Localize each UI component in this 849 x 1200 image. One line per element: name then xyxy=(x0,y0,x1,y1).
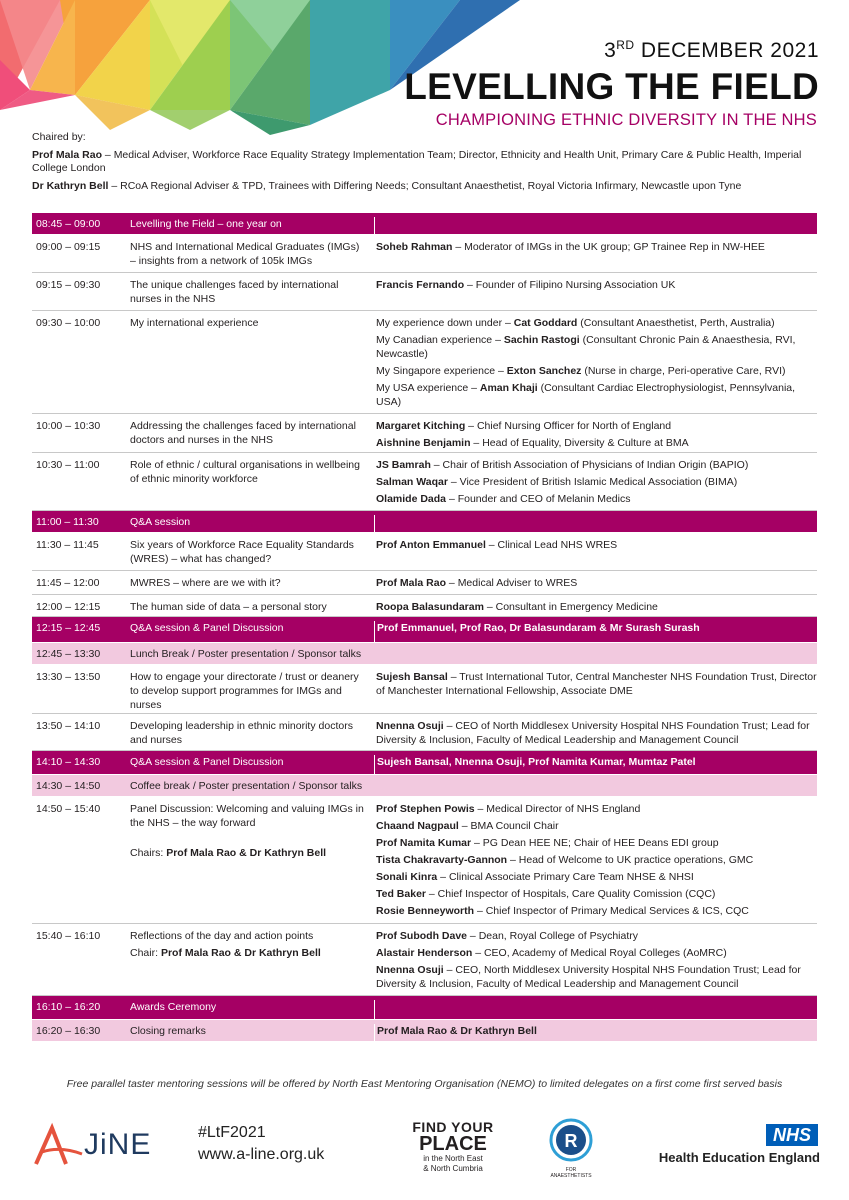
session-title xyxy=(130,316,374,413)
session-title-text: Panel Discussion: Welcoming and valuing IMGs in the NHS – the way forward xyxy=(130,803,364,829)
session-title-text: Developing leadership in ethnic minority doctors and nurses xyxy=(130,720,353,746)
session-time: 09:00 – 09:15 xyxy=(36,241,101,253)
session-time: 16:20 – 16:30 xyxy=(36,1025,101,1037)
speaker-entry xyxy=(376,600,817,614)
speaker-name: Tista Chakravarty-Gannon xyxy=(376,854,508,866)
session-time: 12:00 – 12:15 xyxy=(36,601,101,613)
chair-role: – RCoA Regional Adviser & TPD, Trainees with Differing Needs; Consultant Anaesthetist, Royal Victoria Infirmary, Newcastle upon Tyne xyxy=(108,180,742,192)
speaker-name: Prof Mala Rao xyxy=(376,577,447,589)
session-chair-name: Prof Mala Rao & Dr Kathryn Bell xyxy=(166,847,327,859)
schedule-row xyxy=(32,533,817,571)
speaker-role: – Chief Inspector of Primary Medical Services & ICS, CQC xyxy=(474,905,749,917)
aline-wordmark: JiNE xyxy=(84,1128,152,1161)
schedule-row xyxy=(32,996,817,1020)
schedule-row xyxy=(32,643,817,665)
speaker-name: Prof Stephen Powis xyxy=(376,803,475,815)
session-time: 14:30 – 14:50 xyxy=(36,780,101,792)
session-title-text: Role of ethnic / cultural organisations in wellbeing of ethnic minority workforce xyxy=(130,459,360,485)
session-time: 09:30 – 10:00 xyxy=(36,317,101,329)
session-title-text: My international experience xyxy=(130,317,259,329)
session-title xyxy=(130,802,374,923)
speaker-entry xyxy=(376,670,817,698)
session-speakers xyxy=(374,600,817,616)
session-title xyxy=(130,278,374,310)
footnote: Free parallel taster mentoring sessions will be offered by North East Mentoring Organisation (NEMO) to limited delegates on a first come first served basis xyxy=(66,1078,783,1090)
r-letter: R xyxy=(564,1131,578,1151)
speaker-name: Cat Goddard xyxy=(513,317,578,329)
fyp-line2: PLACE xyxy=(419,1133,487,1155)
session-time: 11:45 – 12:00 xyxy=(36,577,100,589)
speaker-name: Francis Fernando xyxy=(376,279,465,291)
revalidation-logo xyxy=(546,1118,596,1178)
speaker-name: Prof Namita Kumar xyxy=(376,837,472,849)
fyp-line1: FIND YOUR xyxy=(412,1119,494,1135)
speaker-entry xyxy=(377,1024,817,1038)
speaker-topic: My experience down under – xyxy=(376,317,514,329)
speaker-role: – Chief Nursing Officer for North of England xyxy=(465,420,672,432)
speaker-topic: My Canadian experience – xyxy=(376,334,504,346)
session-title xyxy=(130,240,374,272)
speaker-role: – CEO of North Middlesex University Hospital NHS Foundation Trust; Lead for Diversity & Inclusion, Faculty of Medical Leadership and Management Council xyxy=(376,720,810,746)
schedule-row xyxy=(32,714,817,751)
speaker-role: (Nurse in charge, Peri-operative Care, RVI) xyxy=(581,365,786,377)
speaker-role: – Head of Welcome to UK practice operations, GMC xyxy=(507,854,754,866)
session-speakers xyxy=(374,419,817,452)
revalidation-caption: FOR ANAESTHETISTS xyxy=(550,1167,592,1179)
session-title-text: Awards Ceremony xyxy=(130,1001,217,1013)
schedule-row xyxy=(32,273,817,311)
session-title xyxy=(130,719,374,750)
website-link[interactable]: www.a-line.org.uk xyxy=(198,1146,325,1163)
session-speakers xyxy=(374,316,817,413)
session-time: 09:15 – 09:30 xyxy=(36,279,101,291)
session-time: 14:10 – 14:30 xyxy=(36,756,101,768)
schedule-row xyxy=(32,751,817,775)
session-chair-label: Chairs: xyxy=(130,847,167,859)
session-title-text: Q&A session xyxy=(130,516,191,528)
schedule-row xyxy=(32,311,817,414)
find-your-place-logo xyxy=(408,1120,498,1174)
r-circle-icon xyxy=(549,1118,593,1162)
session-time: 11:00 – 11:30 xyxy=(36,516,99,528)
speaker-entry xyxy=(376,870,817,884)
speaker-entry xyxy=(376,419,817,433)
aline-logo xyxy=(32,1120,152,1170)
speaker-role: (Consultant Cardiac Electrophysiologist, Pennsylvania, USA) xyxy=(376,382,796,408)
speaker-name: Prof Emmanuel, Prof Rao, Dr Balasundaram & Mr Surash Surash xyxy=(377,622,700,634)
session-title-text: Six years of Workforce Race Equality Standards (WRES) – what has changed? xyxy=(130,539,354,565)
session-title xyxy=(130,755,374,774)
speaker-topic: My USA experience – xyxy=(376,382,480,394)
speaker-entry xyxy=(376,278,817,292)
speaker-role: – Medical Director of NHS England xyxy=(474,803,641,815)
event-hashtag: #LtF2021 xyxy=(198,1124,266,1141)
speaker-entry xyxy=(376,576,817,590)
speaker-entry xyxy=(376,381,817,409)
session-speakers xyxy=(374,719,817,750)
session-title-text: The human side of data – a personal story xyxy=(130,601,327,613)
session-time: 12:15 – 12:45 xyxy=(36,622,101,634)
session-title-text: Coffee break / Poster presentation / Sponsor talks xyxy=(130,780,363,792)
speaker-topic: My Singapore experience – xyxy=(376,365,507,377)
speaker-entry xyxy=(376,963,817,991)
speaker-entry xyxy=(376,819,817,833)
speaker-entry xyxy=(376,719,817,747)
session-speakers xyxy=(374,929,817,995)
speaker-role: – Clinical Lead NHS WRES xyxy=(485,539,618,551)
speaker-role: – Trust International Tutor, Central Manchester NHS Foundation Trust, Director of Manchester International Fellowship, Associate DME xyxy=(376,671,817,697)
session-time: 10:30 – 11:00 xyxy=(36,459,100,471)
schedule-row xyxy=(32,453,817,511)
session-title-text: Reflections of the day and action points xyxy=(130,930,314,942)
speaker-entry xyxy=(376,316,817,330)
speaker-name: Ted Baker xyxy=(376,888,426,900)
header-banner xyxy=(0,0,849,140)
speaker-role: (Consultant Anaesthetist, Perth, Australia) xyxy=(577,317,775,329)
schedule-row xyxy=(32,213,817,235)
speaker-role: – Head of Equality, Diversity & Culture at BMA xyxy=(470,437,689,449)
schedule-row xyxy=(32,414,817,453)
speaker-name: Prof Mala Rao & Dr Kathryn Bell xyxy=(377,1025,537,1037)
session-speakers xyxy=(374,538,817,570)
speaker-name: Alastair Henderson xyxy=(376,947,473,959)
speaker-role: – CEO, North Middlesex University Hospital NHS Foundation Trust; Lead for Diversity & Inclusion, Faculty of Medical Leadership and Management Council xyxy=(376,964,801,990)
chair-name: Prof Mala Rao xyxy=(32,149,103,161)
speaker-role: – PG Dean HEE NE; Chair of HEE Deans EDI group xyxy=(471,837,719,849)
speaker-name: Nnenna Osuji xyxy=(376,964,444,976)
session-speakers xyxy=(374,755,817,774)
speaker-name: Sachin Rastogi xyxy=(503,334,580,346)
speaker-role: – Dean, Royal College of Psychiatry xyxy=(467,930,639,942)
session-title xyxy=(130,576,374,594)
speaker-name: Salman Waqar xyxy=(376,476,448,488)
speaker-name: Rosie Benneyworth xyxy=(376,905,475,917)
speaker-entry xyxy=(377,755,817,769)
speaker-entry xyxy=(376,836,817,850)
speaker-role: – CEO, Academy of Medical Royal Colleges (AoMRC) xyxy=(472,947,727,959)
speaker-role: – Moderator of IMGs in the UK group; GP Trainee Rep in NW-HEE xyxy=(452,241,765,253)
session-speakers xyxy=(374,670,817,713)
speaker-entry xyxy=(376,538,817,552)
session-title xyxy=(130,1024,374,1041)
nhs-logo: NHS xyxy=(766,1124,818,1146)
session-speakers xyxy=(374,576,817,594)
session-title xyxy=(130,779,817,796)
speaker-role: – Founder and CEO of Melanin Medics xyxy=(446,493,631,505)
session-time: 16:10 – 16:20 xyxy=(36,1001,101,1013)
speaker-name: Exton Sanchez xyxy=(506,365,582,377)
speaker-role: – BMA Council Chair xyxy=(458,820,559,832)
session-speakers xyxy=(374,217,817,234)
session-title-text: MWRES – where are we with it? xyxy=(130,577,281,589)
session-speakers xyxy=(374,278,817,310)
speaker-entry xyxy=(376,887,817,901)
speaker-role: – Medical Adviser to WRES xyxy=(446,577,578,589)
session-speakers xyxy=(374,458,817,510)
session-time: 10:00 – 10:30 xyxy=(36,420,101,432)
schedule-row xyxy=(32,571,817,595)
session-title-text: The unique challenges faced by international nurses in the NHS xyxy=(130,279,339,305)
speaker-name: Aishnine Benjamin xyxy=(376,437,471,449)
schedule-row xyxy=(32,665,817,714)
speaker-entry xyxy=(376,492,817,506)
session-speakers xyxy=(374,621,817,642)
schedule-row xyxy=(32,797,817,924)
schedule-row xyxy=(32,775,817,797)
session-title xyxy=(130,458,374,510)
session-title xyxy=(130,647,817,664)
session-title xyxy=(130,929,374,995)
chair-name: Dr Kathryn Bell xyxy=(32,180,109,192)
speaker-entry xyxy=(377,621,817,635)
session-title-text: Addressing the challenges faced by international doctors and nurses in the NHS xyxy=(130,420,356,446)
speaker-role: – Consultant in Emergency Medicine xyxy=(483,601,658,613)
fyp-line4: & North Cumbria xyxy=(423,1164,483,1173)
session-chair-label: Chair: xyxy=(130,947,161,959)
session-time: 13:30 – 13:50 xyxy=(36,671,101,683)
speaker-entry xyxy=(376,475,817,489)
speaker-name: Soheb Rahman xyxy=(376,241,453,253)
aline-a-icon xyxy=(32,1120,84,1170)
session-title-text: Q&A session & Panel Discussion xyxy=(130,622,284,634)
page-subtitle: CHAMPIONING ETHNIC DIVERSITY IN THE NHS xyxy=(435,111,817,129)
session-title-text: NHS and International Medical Graduates (IMGs) – insights from a network of 105k IMGs xyxy=(130,241,360,267)
speaker-name: Prof Subodh Dave xyxy=(376,930,468,942)
session-title xyxy=(130,515,374,532)
session-time: 14:50 – 15:40 xyxy=(36,803,101,815)
speaker-role: – Clinical Associate Primary Care Team NHSE & NHSI xyxy=(437,871,694,883)
speaker-name: Olamide Dada xyxy=(376,493,447,505)
speaker-role: – Chair of British Association of Physicians of Indian Origin (BAPIO) xyxy=(430,459,749,471)
schedule-row xyxy=(32,924,817,996)
session-title xyxy=(130,600,374,616)
session-speakers xyxy=(374,1000,817,1019)
speaker-role: (Consultant Chronic Pain & Anaesthesia, RVI, Newcastle) xyxy=(376,334,796,360)
schedule-table xyxy=(32,213,817,1042)
session-time: 13:50 – 14:10 xyxy=(36,720,101,732)
session-title xyxy=(130,538,374,570)
chair-role: – Medical Adviser, Workforce Race Equality Strategy Implementation Team; Director, Ethnicity and Health Unit, Primary Care & Public Health, Imperial College London xyxy=(32,149,802,174)
session-time: 08:45 – 09:00 xyxy=(36,218,101,230)
chaired-by-label: Chaired by: xyxy=(32,131,86,143)
schedule-row xyxy=(32,1020,817,1042)
schedule-row xyxy=(32,595,817,617)
speaker-name: Margaret Kitching xyxy=(376,420,466,432)
hee-wordmark: Health Education England xyxy=(658,1150,820,1165)
session-title xyxy=(130,217,374,234)
speaker-entry xyxy=(376,802,817,816)
session-time: 15:40 – 16:10 xyxy=(36,930,101,942)
session-speakers xyxy=(374,240,817,272)
speaker-entry xyxy=(376,946,817,960)
speaker-entry xyxy=(376,929,817,943)
session-title xyxy=(130,621,374,642)
speaker-entry xyxy=(376,458,817,472)
fyp-line3: in the North East xyxy=(423,1154,483,1163)
event-date: 3RD DECEMBER 2021 xyxy=(604,38,819,62)
schedule-row xyxy=(32,511,817,533)
speaker-entry xyxy=(376,240,817,254)
session-title-text: Closing remarks xyxy=(130,1025,206,1037)
speaker-entry xyxy=(376,333,817,361)
speaker-name: Roopa Balasundaram xyxy=(376,601,484,613)
session-time: 11:30 – 11:45 xyxy=(36,539,99,551)
session-time: 12:45 – 13:30 xyxy=(36,648,101,660)
page-title: LEVELLING THE FIELD xyxy=(404,66,819,107)
speaker-name: Chaand Nagpaul xyxy=(376,820,459,832)
speaker-role: – Founder of Filipino Nursing Association UK xyxy=(464,279,676,291)
speaker-name: JS Bamrah xyxy=(376,459,431,471)
speaker-name: Sujesh Bansal xyxy=(376,671,448,683)
speaker-entry xyxy=(376,436,817,450)
speaker-name: Sonali Kinra xyxy=(376,871,438,883)
speaker-name: Sujesh Bansal, Nnenna Osuji, Prof Namita Kumar, Mumtaz Patel xyxy=(377,756,696,768)
session-title xyxy=(130,670,374,713)
chair-entry xyxy=(32,180,822,193)
session-speakers xyxy=(374,802,817,923)
chairs-section xyxy=(32,131,822,198)
session-title xyxy=(130,1000,374,1019)
session-chair-name: Prof Mala Rao & Dr Kathryn Bell xyxy=(160,947,321,959)
speaker-role: – Vice President of British Islamic Medical Association (BIMA) xyxy=(447,476,738,488)
session-title-text: Levelling the Field – one year on xyxy=(130,218,282,230)
speaker-role: – Chief Inspector of Hospitals, Care Quality Comission (CQC) xyxy=(426,888,716,900)
speaker-entry xyxy=(376,904,817,918)
session-chair xyxy=(130,946,368,960)
schedule-row xyxy=(32,235,817,273)
chair-entry xyxy=(32,149,822,175)
session-chair xyxy=(130,846,368,860)
speaker-name: Aman Khaji xyxy=(479,382,538,394)
session-speakers xyxy=(374,1024,817,1041)
session-title xyxy=(130,419,374,452)
session-title-text: How to engage your directorate / trust or deanery to develop support programmes for IMGs and nurses xyxy=(130,671,359,711)
session-title-text: Q&A session & Panel Discussion xyxy=(130,756,284,768)
session-title-text: Lunch Break / Poster presentation / Sponsor talks xyxy=(130,648,362,660)
speaker-entry xyxy=(376,364,817,378)
speaker-entry xyxy=(376,853,817,867)
speaker-name: Nnenna Osuji xyxy=(376,720,444,732)
speaker-name: Prof Anton Emmanuel xyxy=(376,539,486,551)
schedule-row xyxy=(32,617,817,643)
session-speakers xyxy=(374,515,817,532)
